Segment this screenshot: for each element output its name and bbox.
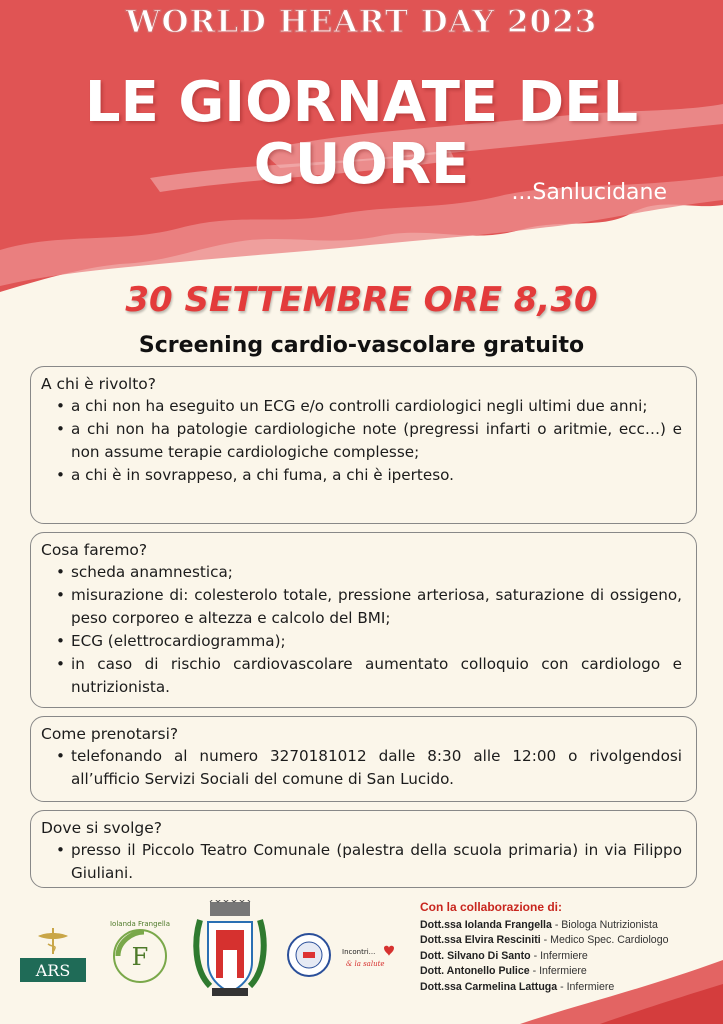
bullet-list bbox=[41, 745, 682, 791]
subtitle: ...Sanlucidane bbox=[511, 180, 667, 205]
event-date: 30 SETTEMBRE ORE 8,30 bbox=[125, 280, 598, 320]
credit-role: - Infermiere bbox=[530, 949, 588, 962]
section-title: Come prenotarsi? bbox=[41, 725, 179, 743]
section-title: Cosa faremo? bbox=[41, 541, 148, 559]
bullet-list bbox=[41, 561, 682, 699]
section-booking bbox=[30, 716, 697, 802]
credit-name: Dott.ssa Carmelina Lattuga bbox=[420, 980, 558, 993]
list-item: • a chi non ha eseguito un ECG e/o controlli cardiologici negli ultimi due anni; bbox=[41, 395, 682, 418]
list-item: • ECG (elettrocardiogramma); bbox=[41, 630, 682, 653]
event-title: WORLD HEART DAY 2023 bbox=[125, 4, 598, 40]
volunteer-badge-icon bbox=[286, 932, 332, 978]
credit-row bbox=[420, 918, 720, 934]
collaboration-credits bbox=[420, 900, 720, 995]
list-item: • a chi non ha patologie cardiologiche note (pregressi infarti o aritmie, ecc…) e non assume terapie cardiologiche complesse; bbox=[41, 418, 682, 464]
section-target-audience bbox=[30, 366, 697, 524]
credit-role: - Infermiere bbox=[529, 965, 587, 977]
ars-logo-text: ARS bbox=[35, 961, 71, 980]
town-crest-icon bbox=[190, 900, 270, 1004]
section-title: Dove si svolge? bbox=[41, 819, 163, 837]
headline: Screening cardio-vascolare gratuito bbox=[138, 333, 585, 358]
credit-row bbox=[420, 980, 720, 996]
partner-logos bbox=[0, 898, 420, 1008]
bullet-list bbox=[41, 839, 682, 885]
credit-row bbox=[420, 933, 720, 949]
section-location bbox=[30, 810, 697, 888]
credit-name: Dott. Silvano Di Santo bbox=[420, 949, 531, 962]
bullet-list bbox=[41, 395, 682, 487]
credit-name: Dott.ssa Elvira Resciniti bbox=[420, 934, 541, 946]
incontri-logo-tagline: & la salute bbox=[346, 960, 385, 968]
section-title: A chi è rivolto? bbox=[41, 375, 157, 393]
list-item: • telefonando al numero 3270181012 dalle 8:30 alle 12:00 o rivolgendosi all’ufficio Servizi Sociali del comune di San Lucido. bbox=[41, 745, 682, 791]
credit-role: - Medico Spec. Cardiologo bbox=[540, 934, 669, 946]
frangella-logo bbox=[104, 916, 176, 988]
section-activities bbox=[30, 532, 697, 708]
collaboration-heading: Con la collaborazione di: bbox=[420, 900, 563, 914]
list-item: • misurazione di: colesterolo totale, pressione arteriosa, saturazione di ossigeno, peso corporeo e altezza e calcolo del BMI; bbox=[41, 584, 682, 630]
credit-name: Dott. Antonello Pulice bbox=[420, 965, 530, 977]
credit-role: - Infermiere bbox=[557, 980, 615, 993]
credit-role: - Biologa Nutrizionista bbox=[551, 918, 658, 931]
main-title-line2: CUORE bbox=[253, 132, 470, 197]
list-item: • scheda anamnestica; bbox=[41, 561, 682, 584]
credit-row bbox=[420, 964, 720, 980]
frangella-logo-text: Iolanda Frangella bbox=[109, 920, 171, 928]
list-item: • a chi è in sovrappeso, a chi fuma, a chi è iperteso. bbox=[41, 464, 682, 487]
main-title-line1: LE GIORNATE DEL bbox=[84, 70, 639, 135]
incontri-logo-text: Incontri... bbox=[342, 948, 376, 956]
list-item: • presso il Piccolo Teatro Comunale (palestra della scuola primaria) in via Filippo Giuliani. bbox=[41, 839, 682, 885]
svg-text:F: F bbox=[131, 943, 149, 971]
credit-row bbox=[420, 949, 720, 965]
list-item: • in caso di rischio cardiovascolare aumentato colloquio con cardiologo e nutrizionista. bbox=[41, 653, 682, 699]
main-title bbox=[0, 72, 723, 196]
ars-logo bbox=[18, 926, 88, 986]
incontri-logo bbox=[340, 944, 410, 970]
credit-name: Dott.ssa Iolanda Frangella bbox=[420, 918, 552, 931]
